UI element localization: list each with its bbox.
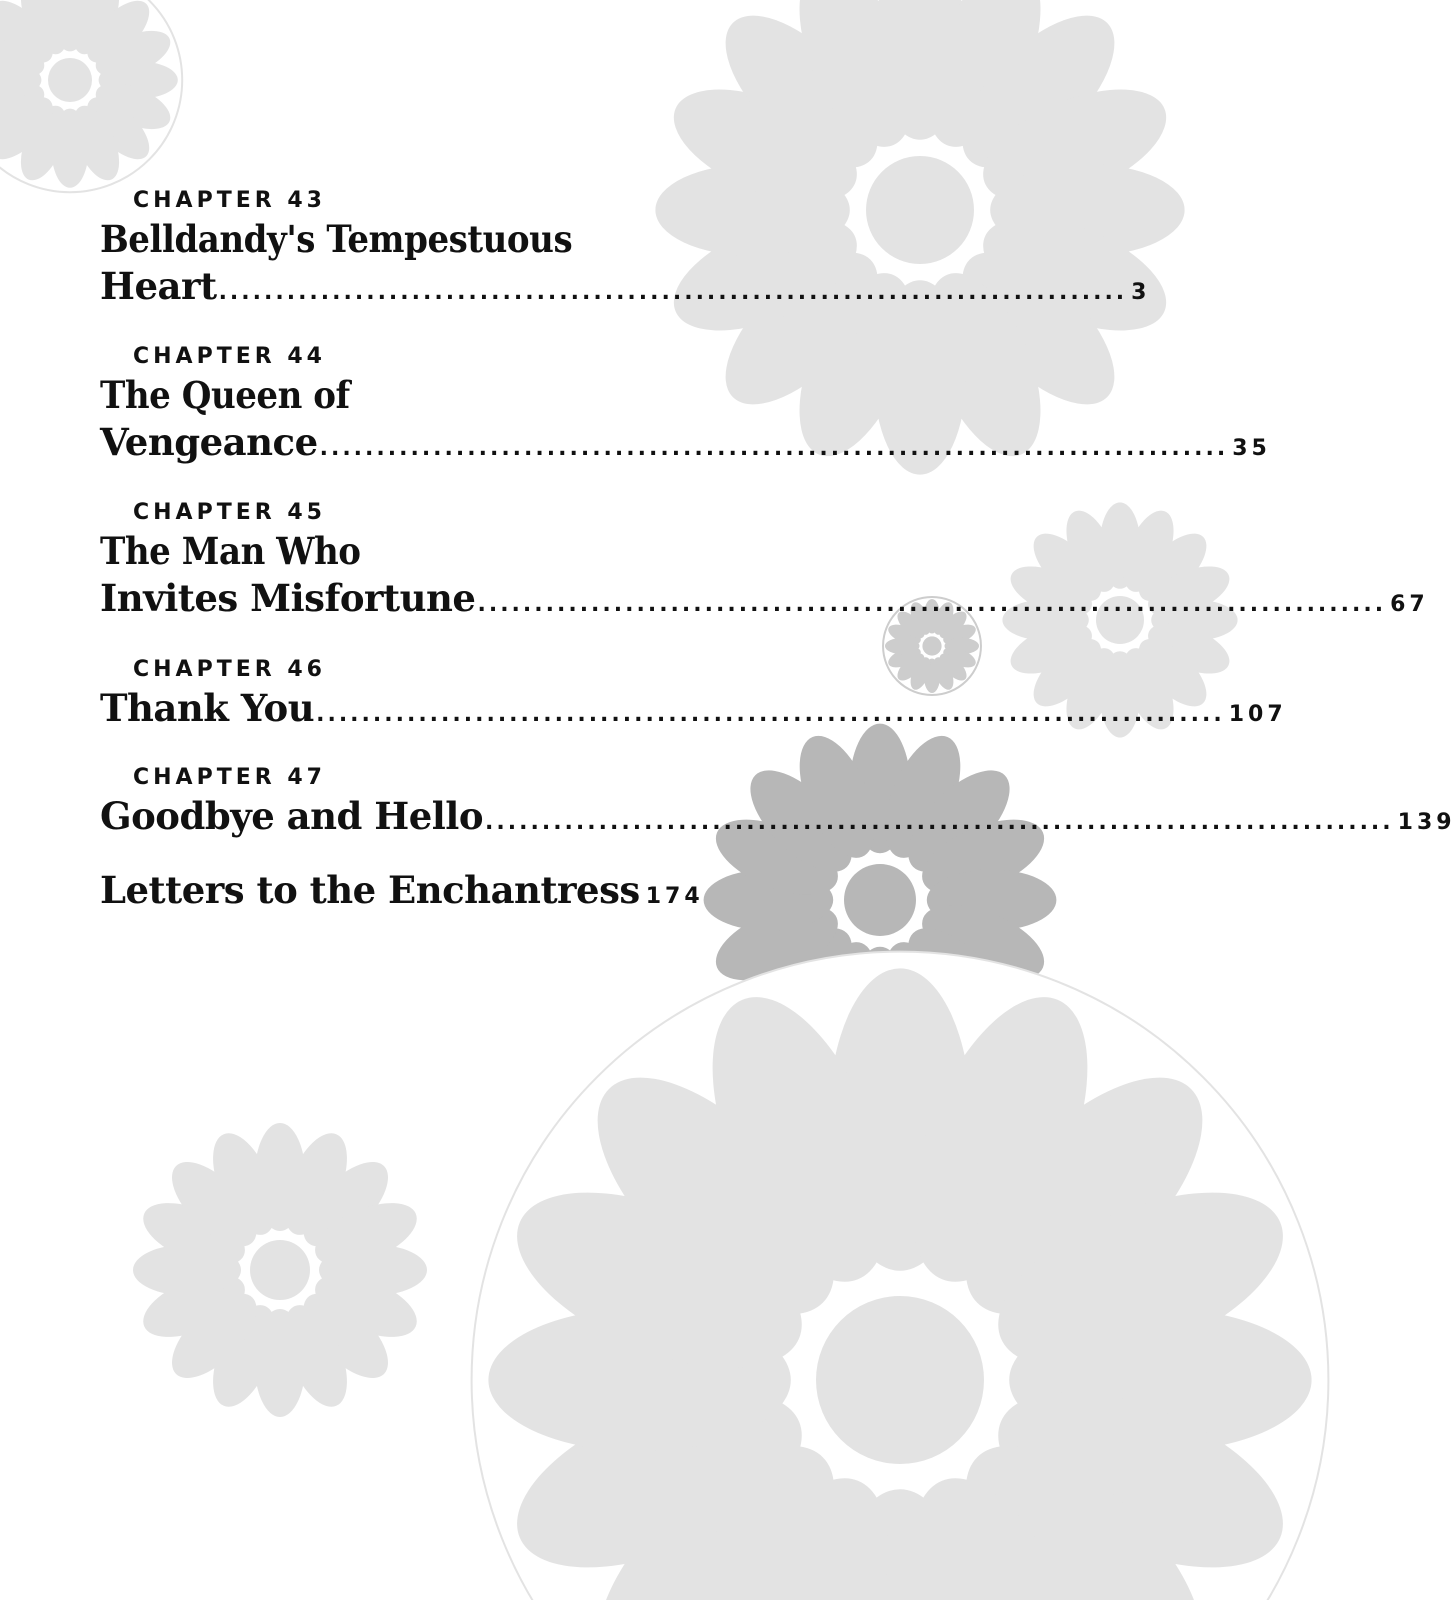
toc-entry-chapter-43[interactable] [100, 186, 1151, 310]
chapter-title: Thank You [100, 686, 315, 730]
page-number: 139 [1397, 810, 1456, 835]
flower-icon [0, 0, 182, 192]
page-number: 67 [1390, 592, 1429, 617]
dot-leader: ................................................................................ [477, 592, 1387, 617]
toc-entry-chapter-44[interactable] [100, 342, 1271, 466]
page-number: 107 [1228, 702, 1287, 727]
chapter-label: CHAPTER 46 [133, 657, 326, 682]
chapter-label: CHAPTER 45 [133, 500, 326, 525]
chapter-title-continued: Vengeance [100, 420, 318, 464]
page-number: 35 [1232, 436, 1271, 461]
chapter-title: Belldandy's Tempestuous [100, 217, 573, 261]
flower-icon [655, 0, 1184, 475]
chapter-title-continued: Heart [100, 264, 217, 308]
chapter-label: CHAPTER 44 [133, 344, 326, 369]
chapter-label: CHAPTER 47 [133, 765, 326, 790]
section-title: Letters to the Enchantress [100, 868, 640, 912]
flower-icon [472, 952, 1329, 1600]
dot-leader: ................................................................................ [485, 810, 1394, 835]
leader-line [100, 575, 1429, 622]
dot-leader: ................................................................................ [316, 702, 1225, 727]
chapter-title-continued: Invites Misfortune [100, 576, 476, 620]
page-number: 174 [645, 884, 704, 909]
page-number: 3 [1131, 280, 1151, 305]
toc-entry-letters[interactable] [100, 867, 704, 914]
leader-line [100, 793, 1456, 840]
leader-line [100, 263, 1151, 310]
dot-leader: ................................................................................ [218, 280, 1128, 305]
chapter-label: CHAPTER 43 [133, 188, 326, 213]
chapter-title: The Man Who [100, 529, 361, 573]
flower-icon [133, 1123, 427, 1417]
dot-leader: ................................................................................ [319, 436, 1229, 461]
chapter-title: Goodbye and Hello [100, 794, 484, 838]
toc-entry-chapter-47[interactable] [100, 763, 1456, 840]
leader-line [100, 419, 1271, 466]
chapter-title: The Queen of [100, 373, 350, 417]
leader-line [100, 685, 1287, 732]
leader-line [100, 867, 704, 914]
toc-entry-chapter-45[interactable] [100, 498, 1429, 622]
table-of-contents [100, 186, 1456, 914]
toc-entry-chapter-46[interactable] [100, 655, 1287, 732]
